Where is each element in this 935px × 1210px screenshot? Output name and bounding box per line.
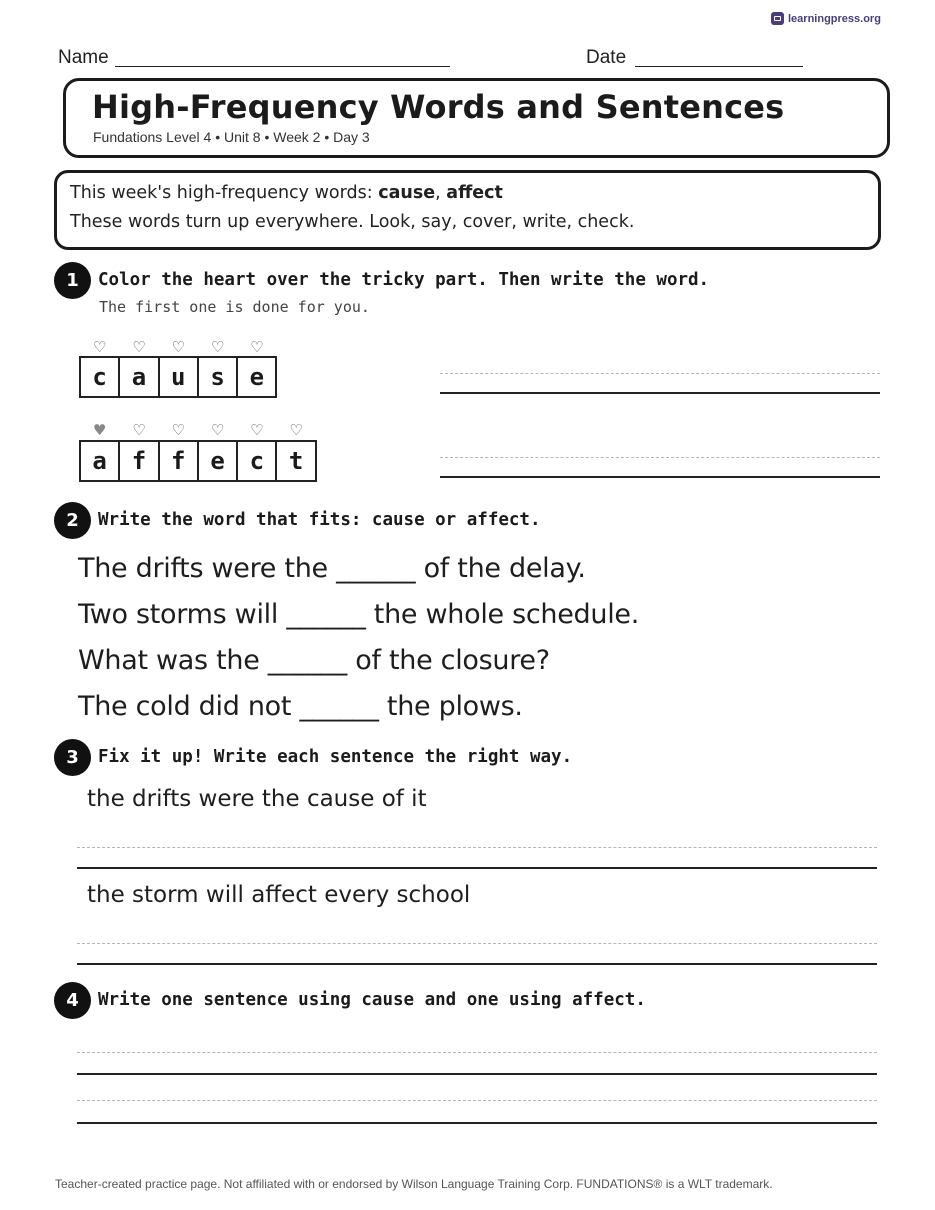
- letter-box: f: [158, 440, 199, 482]
- letter-box: f: [118, 440, 159, 482]
- date-label: Date: [586, 47, 627, 68]
- letter-boxes-affect: [79, 440, 315, 482]
- write-guide-dashed: [440, 373, 880, 374]
- section-1-number: 1: [54, 262, 91, 299]
- write-line[interactable]: [77, 867, 877, 869]
- section-3-heading: Fix it up! Write each sentence the right way.: [98, 747, 573, 767]
- write-line[interactable]: [77, 1122, 877, 1124]
- info-line-1: [70, 183, 503, 203]
- letter-box: e: [236, 356, 277, 398]
- letter-boxes-cause: [79, 356, 275, 398]
- page-subtitle: Fundations Level 4 • Unit 8 • Week 2 • Day 3: [93, 129, 370, 145]
- date-field[interactable]: [635, 66, 803, 67]
- write-guide-dashed: [77, 847, 877, 848]
- write-line-affect[interactable]: [440, 476, 880, 478]
- section-4-number: 4: [54, 982, 91, 1019]
- info-line-2: These words turn up everywhere. Look, say, cover, write, check.: [70, 212, 635, 232]
- info-box: [54, 170, 881, 250]
- heart-icon[interactable]: ♡: [92, 338, 107, 356]
- info-word-1: cause: [378, 183, 436, 203]
- footer-disclaimer: Teacher-created practice page. Not affiliated with or endorsed by Wilson Language Training Corp. FUNDATIONS® is a WLT trademark.: [55, 1177, 773, 1191]
- heart-icon[interactable]: ♡: [132, 338, 146, 356]
- fix-sentence: the storm will affect every school: [87, 882, 471, 908]
- heart-filled-icon[interactable]: ♥: [92, 421, 107, 439]
- heart-icon[interactable]: ♡: [132, 421, 146, 439]
- write-line[interactable]: [77, 963, 877, 965]
- brand-text: learningpress.org: [788, 12, 881, 25]
- hearts-row-cause: [79, 339, 275, 355]
- heart-icon[interactable]: ♡: [210, 421, 225, 439]
- write-line[interactable]: [77, 1073, 877, 1075]
- fill-in-sentence[interactable]: The drifts were the ______ of the delay.: [78, 553, 586, 584]
- fill-in-sentence[interactable]: Two storms will ______ the whole schedule.: [78, 599, 639, 630]
- heart-icon[interactable]: ♡: [250, 338, 264, 356]
- heart-icon[interactable]: ♡: [289, 421, 303, 439]
- letter-box: c: [79, 356, 120, 398]
- section-2-heading: Write the word that fits: cause or affect.: [98, 510, 541, 530]
- info-word-2: affect: [446, 183, 503, 203]
- fix-sentence: the drifts were the cause of it: [87, 786, 427, 812]
- name-label: Name: [58, 47, 109, 68]
- fill-in-sentence[interactable]: The cold did not ______ the plows.: [78, 691, 523, 722]
- letter-box: c: [236, 440, 277, 482]
- hearts-row-affect: [79, 422, 315, 438]
- info-prefix: This week's high-frequency words:: [70, 183, 379, 203]
- book-icon: [771, 12, 784, 25]
- section-3-number: 3: [54, 739, 91, 776]
- brand[interactable]: [771, 12, 881, 25]
- page-title: High-Frequency Words and Sentences: [92, 88, 785, 126]
- section-1-note: The first one is done for you.: [99, 298, 370, 316]
- heart-icon[interactable]: ♡: [250, 421, 264, 439]
- letter-box: t: [275, 440, 316, 482]
- letter-box: s: [197, 356, 238, 398]
- heart-icon[interactable]: ♡: [171, 338, 185, 356]
- write-guide-dashed: [77, 1100, 877, 1101]
- write-guide-dashed: [77, 943, 877, 944]
- letter-box: a: [118, 356, 159, 398]
- letter-box: e: [197, 440, 238, 482]
- heart-icon[interactable]: ♡: [171, 421, 185, 439]
- section-2-number: 2: [54, 502, 91, 539]
- letter-box: a: [79, 440, 120, 482]
- fill-in-sentence[interactable]: What was the ______ of the closure?: [78, 645, 550, 676]
- info-separator: ,: [435, 183, 447, 203]
- name-field[interactable]: [115, 66, 450, 67]
- write-line-cause[interactable]: [440, 392, 880, 394]
- heart-icon[interactable]: ♡: [210, 338, 225, 356]
- section-1-heading: Color the heart over the tricky part. Then write the word.: [98, 270, 710, 290]
- write-guide-dashed: [440, 457, 880, 458]
- write-guide-dashed: [77, 1052, 877, 1053]
- letter-box: u: [158, 356, 199, 398]
- section-4-heading: Write one sentence using cause and one using affect.: [98, 990, 646, 1010]
